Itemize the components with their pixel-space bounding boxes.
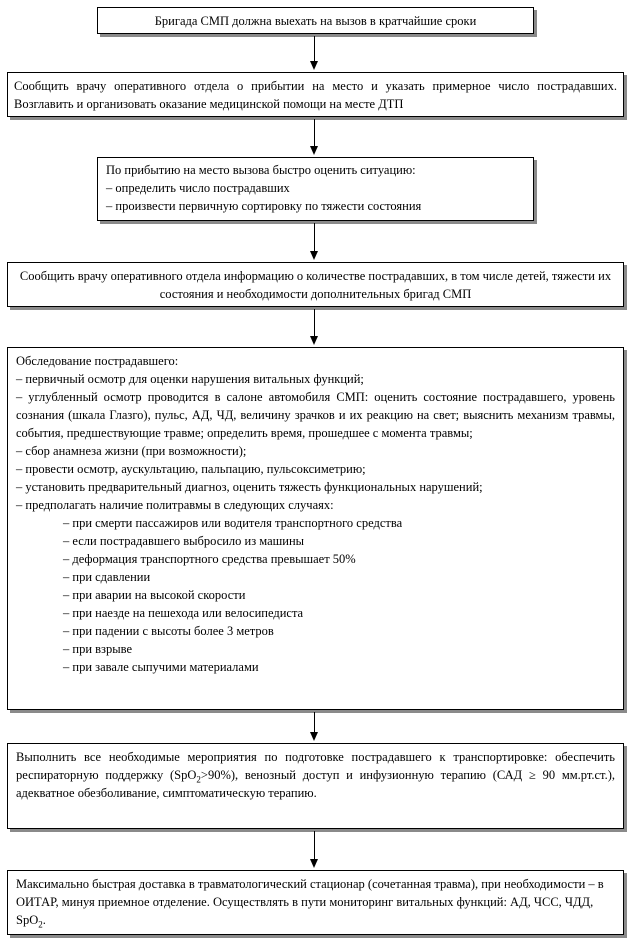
step-3-item: – определить число пострадавших bbox=[106, 181, 290, 195]
step-5-subitem: – при взрыве bbox=[63, 642, 132, 656]
step-5-item: – предполагать наличие политравмы в следующих случаях: bbox=[16, 498, 334, 512]
step-5-item: – установить предварительный диагноз, оценить тяжесть функциональных нарушений; bbox=[16, 480, 483, 494]
step-6-box bbox=[7, 743, 624, 829]
step-5-subitem: – при наезде на пешехода или велосипедиста bbox=[63, 606, 304, 620]
step-5-subitem: – при смерти пассажиров или водителя транспортного средства bbox=[63, 516, 403, 530]
step-5-title: Обследование пострадавшего: bbox=[16, 354, 179, 368]
step-5-item: – провести осмотр, аускультацию, пальпацию, пульсоксиметрию; bbox=[16, 462, 366, 476]
step-5-subitem: – при сдавлении bbox=[63, 570, 151, 584]
step-5-subitem: – при завале сыпучими материалами bbox=[63, 660, 259, 674]
step-2-box bbox=[7, 72, 624, 117]
step-7-box bbox=[7, 870, 624, 935]
step-3-item: – произвести первичную сортировку по тяжести состояния bbox=[106, 199, 422, 213]
step-7-text-b: . bbox=[42, 913, 46, 927]
step-3-box bbox=[97, 157, 534, 221]
step-5-box bbox=[7, 347, 624, 710]
step-6-text-a: Выполнить все необходимые мероприятия по подготовке пострадавшего к транспортировке: обеспечить респираторную поддержку (SpO bbox=[16, 750, 615, 782]
step-5-item: – первичный осмотр для оценки нарушения витальных функций; bbox=[16, 372, 364, 386]
step-4-box bbox=[7, 262, 624, 307]
step-5-subitem: – если пострадавшего выбросило из машины bbox=[63, 534, 305, 548]
step-5-subitem: – при аварии на высокой скорости bbox=[63, 588, 246, 602]
step-1-box bbox=[97, 7, 534, 34]
step-1-text: Бригада СМП должна выехать на вызов в кратчайшие сроки bbox=[154, 14, 477, 28]
step-6-text-b: >90%), венозный доступ и инфузионную терапию (САД ≥ 90 мм.рт.ст.), адекватное обезболивание, симптоматическую терапию. bbox=[16, 768, 615, 800]
step-3-title: По прибытию на место вызова быстро оценить ситуацию: bbox=[106, 163, 416, 177]
step-5-item: – углубленный осмотр проводится в салоне автомобиля СМП: оценить состояние пострадавшего, уровень сознания (шкала Глазго), пульс, АД, ЧД, величину зрачков и их реакцию на свет; выяснить механизм травмы, события, предшествующие травме; определить время, прошедшее с момента травмы; bbox=[16, 390, 615, 440]
step-5-subitem: – деформация транспортного средства превышает 50% bbox=[63, 552, 356, 566]
step-2-text: Сообщить врачу оперативного отдела о прибытии на место и указать примерное число пострадавших. Возглавить и организовать оказание медицинской помощи на месте ДТП bbox=[14, 79, 617, 111]
step-5-subitem: – при падении с высоты более 3 метров bbox=[63, 624, 274, 638]
step-4-text: Сообщить врачу оперативного отдела информацию о количестве пострадавших, в том числе детей, тяжести их состояния и необходимости дополнительных бригад СМП bbox=[19, 269, 612, 301]
step-7-subscript: 2 bbox=[38, 919, 43, 930]
step-7-text-a: Максимально быстрая доставка в травматологический стационар (сочетанная травма), при необходимости – в ОИТАР, минуя приемное отделение. Осуществлять в пути мониторинг витальных функций: АД, ЧСС, ЧДД, SpO bbox=[16, 877, 604, 927]
step-5-item: – сбор анамнеза жизни (при возможности); bbox=[16, 444, 247, 458]
step-6-subscript: 2 bbox=[196, 774, 201, 785]
